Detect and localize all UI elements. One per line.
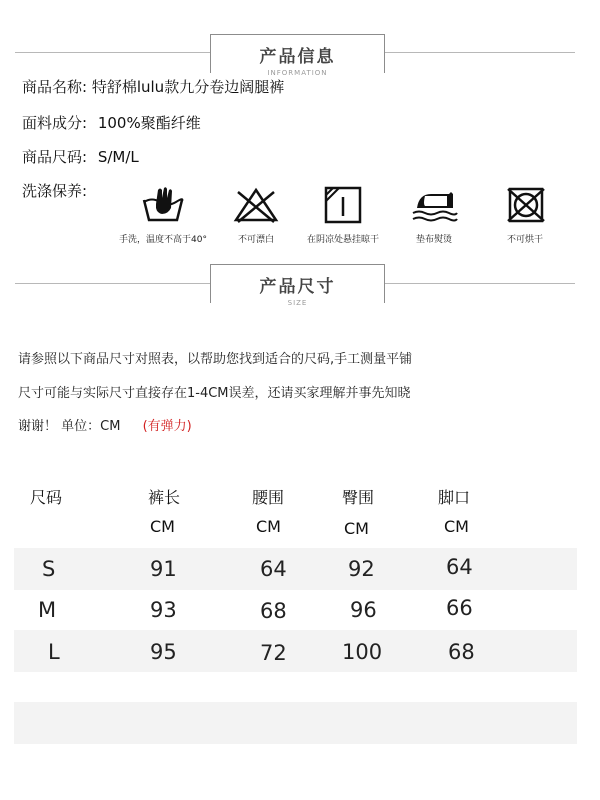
col-header-length: 裤长 [148,488,181,507]
iron-with-cloth-icon [409,186,459,224]
line-dry-shade-icon [320,186,366,224]
col-unit-hem: CM [444,517,469,536]
cell-hem: 66 [446,596,473,620]
col-header-size: 尺码 [30,488,63,507]
care-caption-hand-wash: 手洗，温度不高于40° [119,235,207,245]
cell-length: 91 [150,557,177,581]
care-item-no-tumble-dry [465,186,585,245]
info-row-fabric [22,112,201,133]
cell-size: S [42,557,56,581]
cell-size: L [48,640,60,664]
elastic-note: (有弹力) [142,419,192,434]
cell-waist: 68 [260,599,287,623]
no-tumble-dry-icon [502,186,548,224]
size-section-rule-left [15,283,210,284]
no-bleach-icon [233,186,279,224]
info-name-label: 商品名称: [22,78,88,96]
cell-waist: 72 [260,641,287,665]
info-fabric-label: 面料成分: [22,114,88,132]
info-row-size [22,146,139,167]
col-unit-length: CM [150,517,175,536]
info-section-title: 产品信息 [259,47,336,67]
cell-waist: 64 [260,557,287,581]
info-size-label: 商品尺码: [22,148,88,166]
cell-length: 95 [150,640,177,664]
cell-hem: 64 [446,555,473,579]
info-section-header [210,34,385,77]
info-section-subtitle: INFORMATION [267,69,328,77]
info-size-value: S/M/L [97,148,139,166]
info-section-rule-right [385,52,575,53]
care-caption-iron-with-cloth: 垫布熨烫 [415,235,452,245]
size-section-subtitle: SIZE [287,299,308,307]
size-section-title: 产品尺寸 [259,277,336,297]
cell-hem: 68 [448,640,475,664]
footer-band [14,702,577,744]
table-row-band [14,548,577,590]
col-unit-hip: CM [344,519,369,538]
info-name-value: 特舒棉lulu款九分卷边阔腿裤 [91,78,285,96]
cell-size: M [38,598,57,622]
size-note-unit: 谢谢！ 单位：CM [18,419,121,434]
size-section-rule-right [385,283,575,284]
size-note-line-1: 请参照以下商品尺寸对照表，以帮助您找到适合的尺码,手工测量平铺 [18,352,413,367]
cell-hip: 100 [342,640,383,664]
col-header-hem: 脚口 [438,488,471,507]
cell-hip: 96 [350,598,377,622]
care-caption-line-dry-shade: 在阴凉处悬挂晾干 [306,235,379,245]
size-note-line-3 [18,415,192,434]
cell-length: 93 [150,598,177,622]
info-row-name [22,76,284,97]
col-header-hip: 臀围 [342,488,375,507]
col-unit-waist: CM [256,517,281,536]
cell-hip: 92 [348,557,375,581]
hand-wash-icon [140,186,186,224]
care-caption-no-tumble-dry: 不可烘干 [506,235,543,245]
size-section-header [210,264,385,307]
col-header-waist: 腰围 [252,488,285,507]
table-row-band [14,630,577,672]
care-caption-no-bleach: 不可漂白 [237,235,274,245]
info-fabric-value: 100%聚酯纤维 [97,114,201,132]
info-care-label: 洗涤保养: [22,182,88,200]
size-note-line-2: 尺寸可能与实际尺寸直接存在1-4CM误差，还请买家理解并事先知晓 [18,386,411,401]
info-section-rule-left [15,52,210,53]
